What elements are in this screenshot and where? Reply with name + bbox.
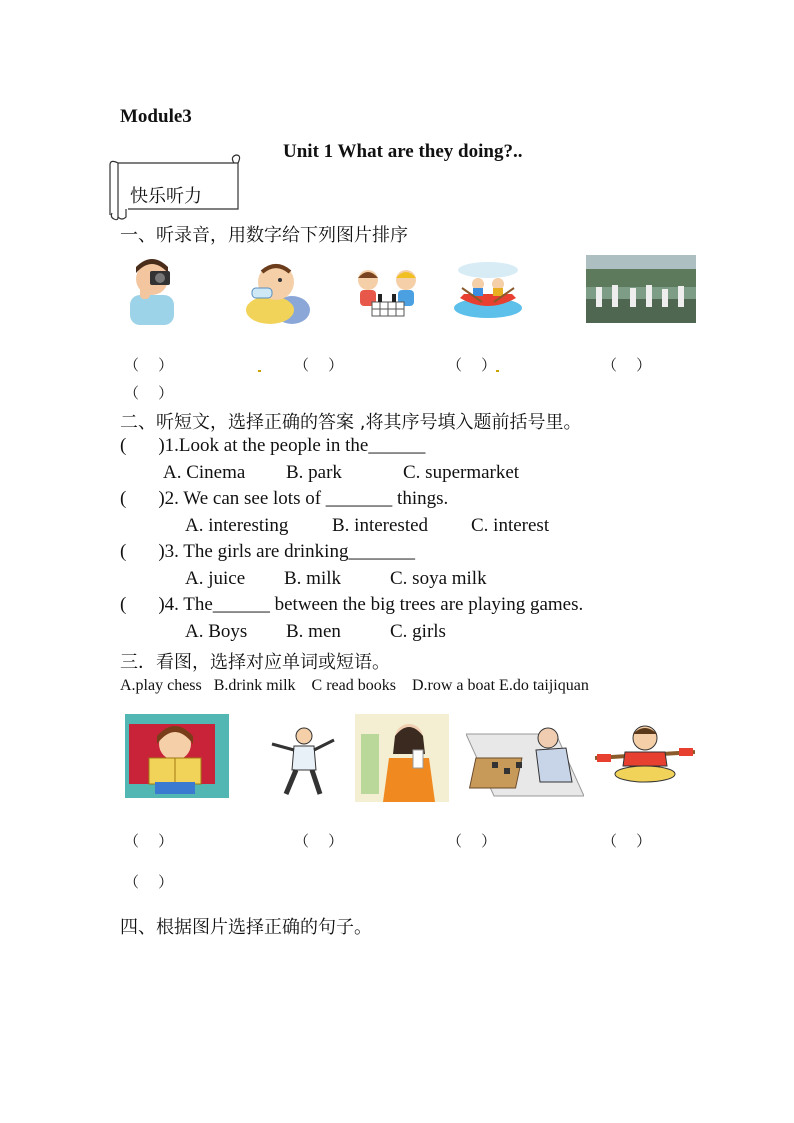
option-4a: A. Boys: [185, 621, 248, 642]
answer-blank-6[interactable]: （ ）: [124, 832, 174, 850]
answer-blank-3[interactable]: （ ）: [447, 356, 497, 374]
mark-dot: [496, 370, 499, 372]
answer-blank-1[interactable]: （ ）: [124, 356, 174, 374]
option-3c: C. soya milk: [390, 568, 487, 589]
question-stem: )4. The______ between the big trees are playing games.: [158, 594, 584, 615]
option-3a: A. juice: [185, 568, 246, 589]
choice-list: A.play chess B.drink milk C read books D.row a boat E.do taijiquan: [120, 677, 589, 694]
answer-blank-7[interactable]: （ ）: [294, 832, 344, 850]
section1-title: 一、听录音，用数字给下列图片排序: [120, 225, 408, 246]
question-3: [120, 541, 415, 563]
reading-girl-icon: [125, 714, 229, 798]
option-2c: C. interest: [471, 515, 550, 536]
photographer-icon: [124, 255, 178, 325]
option-1c: C. supermarket: [403, 462, 520, 483]
section2-title: 二、听短文，选择正确的答案 ,将其序号填入题前括号里。: [120, 412, 582, 433]
question-paren[interactable]: (: [120, 541, 127, 562]
answer-blank-9[interactable]: （ ）: [602, 832, 652, 850]
answer-blank-5[interactable]: （ ）: [124, 384, 174, 402]
rowing-boy-icon: [595, 722, 695, 784]
section4-title: 四、根据图片选择正确的句子。: [120, 917, 372, 938]
kids-chess-icon: [352, 264, 422, 322]
question-2: [120, 488, 448, 510]
option-3b: B. milk: [284, 568, 342, 589]
option-4c: C. girls: [390, 621, 446, 642]
boat-rowing-icon: [452, 258, 524, 320]
question-paren[interactable]: (: [120, 488, 127, 509]
option-2a: A. interesting: [185, 515, 289, 536]
option-4b: B. men: [286, 621, 341, 642]
question-paren[interactable]: (: [120, 435, 127, 456]
mark-dot: [258, 370, 261, 372]
answer-blank-10[interactable]: （ ）: [124, 873, 174, 891]
option-1a: A. Cinema: [163, 462, 246, 483]
question-4: [120, 594, 583, 616]
banner-label: 快乐听力: [130, 186, 202, 207]
answer-blank-4[interactable]: （ ）: [602, 356, 652, 374]
answer-blank-2[interactable]: （ ）: [294, 356, 344, 374]
question-1: [120, 435, 425, 457]
question-stem: )3. The girls are drinking_______: [158, 541, 415, 562]
question-stem: )1.Look at the people in the______: [158, 435, 426, 456]
question-stem: )2. We can see lots of _______ things.: [158, 488, 449, 509]
option-2b: B. interested: [332, 515, 429, 536]
option-1b: B. park: [286, 462, 342, 483]
baby-drinking-icon: [240, 260, 312, 326]
answer-blank-8[interactable]: （ ）: [447, 832, 497, 850]
girl-drinking-photo: [355, 714, 449, 802]
question-paren[interactable]: (: [120, 594, 127, 615]
taiji-man-icon: [268, 724, 340, 796]
section3-title: 三．看图，选择对应单词或短语。: [120, 652, 390, 673]
taijiquan-photo: [586, 255, 696, 323]
module-title: Module3: [120, 106, 192, 127]
chess-player-icon: [466, 720, 584, 800]
unit-title: Unit 1 What are they doing?..: [283, 141, 523, 162]
